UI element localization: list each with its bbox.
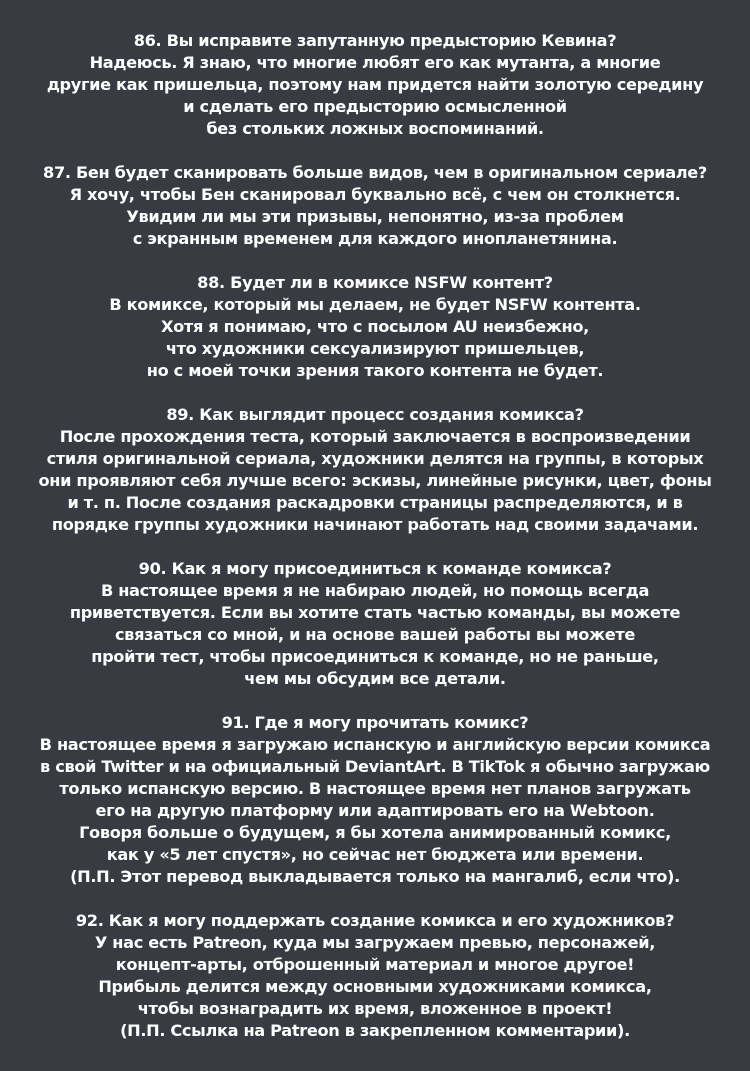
faq-item-87 (6, 162, 744, 250)
question-88: 88. Будет ли в комиксе NSFW контент? (197, 273, 553, 292)
question-92: 92. Как я могу поддержать создание комикса и его художников? (75, 911, 675, 930)
translator-note: (П.П. Этот перевод выкладывается только на мангалиб, если что). (70, 867, 680, 886)
answer-line: Увидим ли мы эти призывы, непонятно, из-за проблем (126, 207, 624, 226)
question-90: 90. Как я могу присоединиться к команде комикса? (138, 559, 612, 578)
answer-line: как у «5 лет спустя», но сейчас нет бюджета или времени. (106, 845, 644, 864)
answer-line: но с моей точки зрения такого контента не будет. (146, 361, 604, 380)
answer-line: В настоящее время я загружаю испанскую и английскую версии комикса (39, 735, 711, 754)
translator-note: (П.П. Ссылка на Patreon в закрепленном комментарии). (120, 1021, 630, 1040)
answer-line: и т. п. После создания раскадровки страницы распределяются, и в (67, 493, 683, 512)
answer-line: Хотя я понимаю, что с посылом AU неизбежно, (161, 317, 589, 336)
answer-line: и сделать его предысторию осмысленной (183, 97, 567, 116)
answer-line: Надеюсь. Я знаю, что многие любят его как мутанта, а многие (89, 53, 661, 72)
answer-line: в свой Twitter и на официальный DeviantArt. В TikTok я обычно загружаю (40, 757, 710, 776)
question-91: 91. Где я могу прочитать комикс? (221, 713, 529, 732)
answer-line: концепт-арты, отброшенный материал и многое другое! (115, 955, 635, 974)
answer-line: что художники сексуализируют пришельцев, (165, 339, 585, 358)
faq-item-91 (6, 712, 744, 888)
question-89: 89. Как выглядит процесс создания комикса? (166, 405, 584, 424)
answer-line: Говоря больше о будущем, я бы хотела анимированный комикс, (79, 823, 671, 842)
answer-line: связаться со мной, и на основе вашей работы вы можете (114, 625, 636, 644)
answer-line: с экранным временем для каждого инопланетянина. (132, 229, 618, 248)
answer-line: его на другую платформу или адаптировать его на Webtoon. (95, 801, 655, 820)
answer-line: чем мы обсудим все детали. (244, 669, 506, 688)
answer-line: порядке группы художники начинают работать над своими задачами. (51, 515, 699, 534)
answer-line: Прибыль делится между основными художниками комикса, (98, 977, 652, 996)
faq-item-88 (6, 272, 744, 382)
answer-line: Я хочу, чтобы Бен сканировал буквально всё, с чем он столкнется. (69, 185, 681, 204)
faq-item-92 (6, 910, 744, 1042)
answer-line: После прохождения теста, который заключается в воспроизведении (59, 427, 691, 446)
faq-item-90 (6, 558, 744, 690)
answer-line: В комиксе, который мы делаем, не будет NSFW контента. (109, 295, 641, 314)
faq-page (0, 30, 750, 1064)
answer-line: другие как пришельца, поэтому нам придется найти золотую середину (46, 75, 704, 94)
answer-line: чтобы вознаградить их время, вложенное в проект! (137, 999, 613, 1018)
answer-line: У нас есть Patreon, куда мы загружаем превью, персонажей, (94, 933, 656, 952)
answer-line: пройти тест, чтобы присоединиться к команде, но не раньше, (91, 647, 659, 666)
answer-line: без стольких ложных воспоминаний. (206, 119, 544, 138)
question-86: 86. Вы исправите запутанную предысторию Кевина? (133, 31, 617, 50)
answer-line: приветствуется. Если вы хотите стать частью команды, вы можете (69, 603, 681, 622)
answer-line: только испанскую версию. В настоящее время нет планов загружать (59, 779, 691, 798)
faq-item-86 (6, 30, 744, 140)
answer-line: В настоящее время я не набираю людей, но помощь всегда (100, 581, 650, 600)
answer-line: они проявляют себя лучше всего: эскизы, линейные рисунки, цвет, фоны (38, 471, 712, 490)
question-87: 87. Бен будет сканировать больше видов, чем в оригинальном сериале? (43, 163, 707, 182)
answer-line: стиля оригинальной сериала, художники делятся на группы, в которых (46, 449, 704, 468)
faq-item-89 (6, 404, 744, 536)
